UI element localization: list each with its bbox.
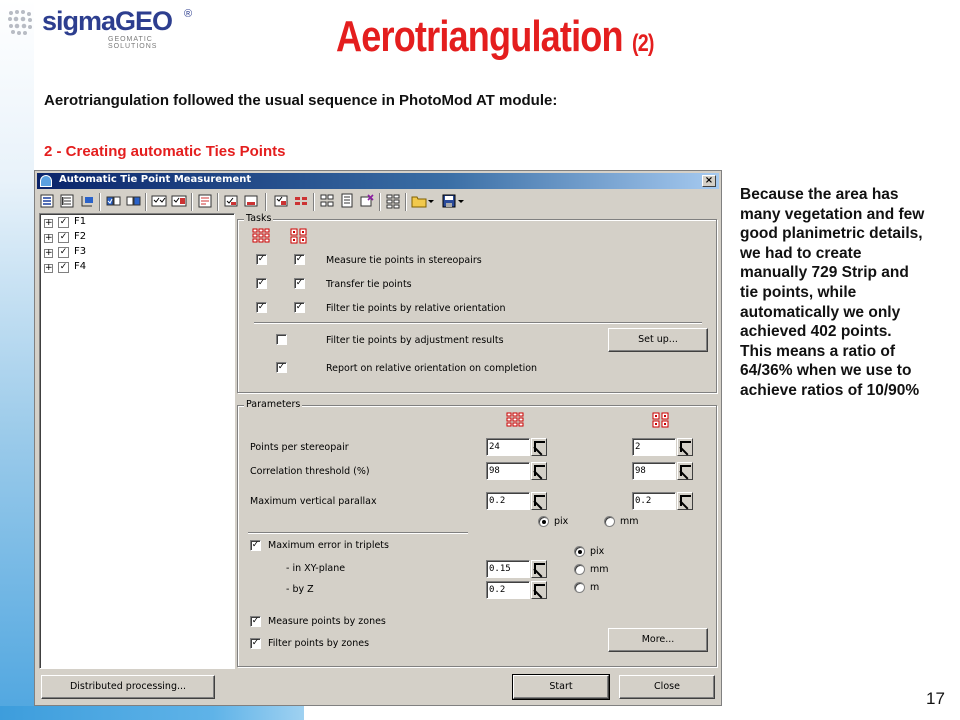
toolbar-separator (145, 193, 147, 211)
title-number: (2) (631, 30, 654, 57)
tree-item-f3[interactable] (44, 246, 124, 260)
tasks-divider (254, 322, 702, 324)
max-vertical-parallax-spinner-2[interactable] (632, 492, 692, 510)
tree-checkbox[interactable]: ✓ (59, 247, 68, 257)
chevron-down-icon[interactable] (427, 193, 435, 209)
toolbar-separator (217, 193, 219, 211)
toolbar-separator (379, 193, 381, 211)
correlation-threshold-spinner-2[interactable] (632, 462, 692, 480)
logo-registered: ® (184, 8, 193, 20)
tasks-group-title: Tasks (246, 213, 272, 224)
spinner-field[interactable]: 98 (486, 462, 530, 480)
tree-checkbox[interactable]: ✓ (59, 262, 68, 272)
tree-item-label: F2 (74, 231, 87, 242)
distributed-processing-button[interactable]: Distributed processing... (41, 675, 215, 699)
spinner-field[interactable]: 0.15 (486, 560, 530, 578)
filter-adjustment-checkbox[interactable] (276, 334, 287, 345)
filter-relative-label: Filter tie points by relative orientation (326, 303, 506, 314)
dialog-title: Automatic Tie Point Measurement (59, 174, 252, 185)
tree-checkbox[interactable]: ✓ (59, 217, 68, 227)
dialog-titlebar[interactable] (37, 173, 719, 189)
side-paragraph: This means a ratio of 64/36% when we use to achieve ratios of 10/90% (740, 342, 920, 399)
spinner-arrow-icon[interactable] (677, 438, 693, 456)
strip-tree[interactable] (39, 213, 235, 669)
tree-collapse-icon[interactable] (79, 193, 95, 209)
list-view-icon[interactable] (59, 193, 75, 209)
slide-title (336, 12, 654, 62)
measure-stereopairs-checkbox-1[interactable]: ✓ (257, 254, 266, 264)
dialog-toolbar (37, 191, 719, 213)
triplet-pix-radio[interactable] (574, 546, 585, 557)
report-orientation-label: Report on relative orientation on completion (326, 363, 538, 374)
measure-stereopairs-label: Measure tie points in stereopairs (326, 255, 482, 266)
filter-relative-checkbox-2[interactable]: ✓ (295, 302, 304, 312)
setup-button[interactable]: Set up... (608, 328, 708, 352)
spinner-arrow-icon[interactable] (677, 462, 693, 480)
report-orientation-checkbox[interactable]: ✓ (277, 362, 286, 372)
close-button[interactable]: Close (619, 675, 715, 699)
points-per-stereopair-label: Points per stereopair (250, 442, 349, 453)
strip-grid-icon (290, 228, 308, 244)
sigmageo-logo (6, 6, 196, 50)
max-error-triplets-checkbox[interactable]: ✓ (251, 540, 260, 550)
spinner-field[interactable]: 2 (632, 438, 676, 456)
xy-plane-label: - in XY-plane (286, 563, 346, 574)
plus-icon[interactable]: + (45, 218, 53, 228)
tree-item-label: F4 (74, 261, 87, 272)
logo-mark-icon (6, 8, 36, 38)
tree-checkbox[interactable]: ✓ (59, 232, 68, 242)
plus-icon[interactable]: + (45, 248, 53, 258)
sidebar-gradient (0, 0, 34, 720)
points-per-stereopair-spinner-1[interactable] (486, 438, 546, 456)
spinner-field[interactable]: 0.2 (486, 581, 530, 599)
report-icon[interactable] (339, 193, 355, 209)
stereopair-settings-icon[interactable] (197, 193, 213, 209)
more-button[interactable]: More... (608, 628, 708, 652)
tree-item-f2[interactable] (44, 231, 124, 245)
parallax-mm-label: mm (620, 516, 639, 527)
parallax-mm-radio[interactable] (604, 516, 615, 527)
parameters-group-title: Parameters (246, 399, 301, 410)
stereopair-grid-icon (506, 412, 524, 428)
points-per-stereopair-spinner-2[interactable] (632, 438, 692, 456)
max-vertical-parallax-label: Maximum vertical parallax (250, 496, 377, 507)
grid-layout-icon[interactable] (385, 193, 401, 209)
filter-relative-checkbox-1[interactable]: ✓ (257, 302, 266, 312)
intro-text: Aerotriangulation followed the usual sequence in PhotoMod AT module: (44, 92, 558, 109)
tie-point-dialog (34, 170, 722, 706)
step-subtitle: 2 - Creating automatic Ties Points (44, 143, 286, 160)
tree-item-label: F1 (74, 216, 87, 227)
parameters-divider (248, 532, 468, 534)
tree-item-f4[interactable] (44, 261, 124, 275)
spinner-arrow-icon[interactable] (531, 560, 547, 578)
toolbar-separator (191, 193, 193, 211)
spinner-arrow-icon[interactable] (531, 438, 547, 456)
start-button[interactable]: Start (513, 675, 609, 699)
toolbar-separator (405, 193, 407, 211)
tasks-group (237, 213, 717, 393)
measure-by-zones-label: Measure points by zones (268, 616, 386, 627)
spinner-field[interactable]: 24 (486, 438, 530, 456)
transfer-tie-points-label: Transfer tie points (326, 279, 412, 290)
filter-adjustment-label: Filter tie points by adjustment results (326, 335, 504, 346)
select-all-icon[interactable] (105, 193, 121, 209)
parameters-group (237, 399, 717, 667)
bottom-band (0, 706, 304, 720)
transfer-tie-points-checkbox-2[interactable]: ✓ (295, 278, 304, 288)
spinner-field[interactable]: 0.2 (486, 492, 530, 510)
toolbar-separator (313, 193, 315, 211)
spinner-arrow-icon[interactable] (677, 492, 693, 510)
parallax-pix-radio[interactable] (538, 516, 549, 527)
triplet-mm-radio[interactable] (574, 564, 585, 575)
max-vertical-parallax-spinner-1[interactable] (486, 492, 546, 510)
title-main: Aerotriangulation (336, 12, 623, 61)
save-icon[interactable] (441, 193, 457, 209)
spinner-field[interactable]: 98 (632, 462, 676, 480)
app-icon (40, 175, 52, 187)
logo-wordmark (42, 6, 172, 37)
stereopair-grid-icon (252, 228, 270, 244)
parallax-pix-label: pix (554, 516, 569, 527)
uncheck-stereopairs-icon[interactable] (171, 193, 187, 209)
side-commentary (740, 185, 930, 401)
max-error-triplets-label: Maximum error in triplets (268, 540, 389, 551)
logo-tagline: GEOMATIC SOLUTIONS (108, 36, 158, 50)
spinner-arrow-icon[interactable] (531, 581, 547, 599)
measure-by-zones-checkbox[interactable]: ✓ (251, 616, 260, 626)
delete-points-icon[interactable] (359, 193, 375, 209)
toolbar-separator (265, 193, 267, 211)
by-z-label: - by Z (286, 584, 314, 595)
side-paragraph: Because the area has many vegetation and few good planimetric details, we had to create manually 729 Strip and tie points, while automatically we only achieved 402 points. (740, 186, 925, 341)
filter-by-zones-label: Filter points by zones (268, 638, 370, 649)
chevron-down-icon[interactable] (457, 193, 465, 209)
plus-icon[interactable]: + (45, 263, 53, 273)
tree-expand-icon[interactable] (39, 193, 55, 209)
page-number: 17 (926, 689, 945, 708)
grid-select-icon[interactable] (319, 193, 335, 209)
uncheck-tasks-icon[interactable] (243, 193, 259, 209)
tree-item-f1[interactable] (44, 216, 124, 230)
tasks-view-icon[interactable] (273, 193, 289, 209)
triplet-mm-label: mm (590, 564, 609, 575)
strip-grid-icon (652, 412, 670, 428)
plus-icon[interactable]: + (45, 233, 53, 243)
red-blocks-icon[interactable] (293, 193, 309, 209)
xy-plane-spinner[interactable] (486, 560, 546, 578)
spinner-field[interactable]: 0.2 (632, 492, 676, 510)
by-z-spinner[interactable] (486, 581, 546, 599)
deselect-all-icon[interactable] (125, 193, 141, 209)
spinner-arrow-icon[interactable] (531, 492, 547, 510)
check-tasks-icon[interactable] (223, 193, 239, 209)
logo-geo: GEO (115, 6, 173, 36)
tree-item-label: F3 (74, 246, 87, 257)
triplet-pix-label: pix (590, 546, 605, 557)
toolbar-separator (99, 193, 101, 211)
filter-by-zones-checkbox[interactable]: ✓ (251, 638, 260, 648)
spinner-arrow-icon[interactable] (531, 462, 547, 480)
correlation-threshold-spinner-1[interactable] (486, 462, 546, 480)
open-folder-icon[interactable] (411, 193, 427, 209)
measure-stereopairs-checkbox-2[interactable]: ✓ (295, 254, 304, 264)
check-stereopairs-icon[interactable] (151, 193, 167, 209)
triplet-m-radio[interactable] (574, 582, 585, 593)
correlation-threshold-label: Correlation threshold (%) (250, 466, 370, 477)
transfer-tie-points-checkbox-1[interactable]: ✓ (257, 278, 266, 288)
logo-sigma: sigma (42, 6, 116, 36)
dialog-close-button[interactable]: × (702, 175, 716, 187)
triplet-m-label: m (590, 582, 600, 593)
